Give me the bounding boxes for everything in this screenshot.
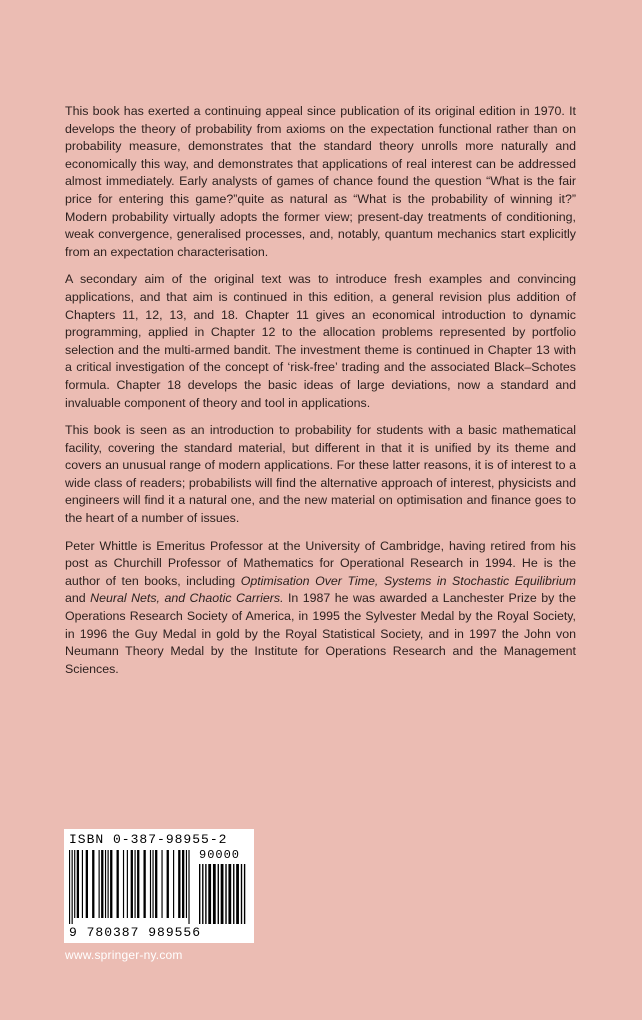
paragraph-intro: This book has exerted a continuing appeal since publication of its original edition in 1970. It develops the theory of probability from axioms on the expectation functional rather than on probability measure, demonstrates that the standard theory unrolls more naturally and economically this way, and demonstrates that applications of real interest can be addressed almost immediately. Early analysts of games of chance found the question “What is the fair price for entering this game?”quite as natural as “What is the probability of winning it?” Modern probability virtually adopts the former view; present-day treatments of conditioning, weak convergence, generalised processes, and, notably, quantum mechanics start explicitly from an expectation characterisation.: [65, 104, 576, 259]
barcode-bar: [228, 864, 231, 924]
barcode-bar: [241, 864, 242, 924]
barcode-bar: [221, 864, 224, 924]
barcode-bar: [74, 850, 75, 918]
barcode-bar: [236, 864, 239, 924]
barcode-bar: [137, 850, 139, 918]
barcode-bar: [167, 850, 169, 918]
book-title-1: Optimisation Over Time, Systems in Stochastic Equilibrium: [240, 573, 576, 588]
back-cover-text: [65, 103, 576, 688]
paragraph-audience: This book is seen as an introduction to probability for students with a basic mathematical facility, covering the standard material, but different in that it is unified by its theme and covers an unusual range of modern applications. For these latter reasons, it is of interest to a wide class of readers; probabilists will find the alternative approach of interest, physicists and engineers will find it a natural one, and the new material on optimisation and finance goes to the heart of a number of issues.: [65, 423, 576, 526]
isbn-number: ISBN 0-387-98955-2: [69, 832, 228, 847]
barcode-bar: [188, 850, 189, 924]
ean-barcode-bars: [69, 850, 191, 924]
barcode-bar: [173, 850, 174, 918]
barcode-bar: [208, 864, 211, 924]
barcode-bar: [92, 850, 94, 918]
bio-text-3: In 1987 he was awarded a Lanchester Prize by the Operations Research Society of America, in 1995 the Sylvester Medal by the Royal Society, in 1996 the Guy Medal in gold by the Royal Statistical Society, and in 1997 the John von Neumann Theory Medal by the Institute for Operations Research and the Management Sciences.: [65, 591, 576, 676]
barcode: [64, 829, 254, 943]
barcode-bar: [134, 850, 135, 918]
barcode-bar: [178, 850, 180, 918]
barcode-bar: [155, 850, 157, 918]
bio-text-1: Peter Whittle is Emeritus Professor at the University of Cambridge, having retired from his post as Churchill Professor of Mathematics for Operational Research in 1994. He is the author of ten books, including: [65, 538, 576, 588]
barcode-bar: [150, 850, 151, 918]
author-bio: [65, 538, 576, 679]
price-code: 90000: [199, 848, 241, 862]
barcode-bar: [99, 850, 100, 918]
bio-text-2: and: [65, 591, 91, 606]
barcode-bar: [233, 864, 234, 924]
barcode-bar: [186, 850, 187, 918]
barcode-bar: [202, 864, 203, 924]
barcode-bar: [105, 850, 106, 918]
barcode-bar: [77, 850, 79, 918]
barcode-bar: [213, 864, 216, 924]
barcode-bar: [161, 850, 162, 918]
barcode-bar: [127, 850, 128, 918]
barcode-bar: [123, 850, 124, 918]
barcode-bar: [182, 850, 184, 918]
barcode-bar: [244, 864, 245, 924]
barcode-bar: [218, 864, 219, 924]
barcode-bar: [205, 864, 206, 924]
barcode-bar: [199, 864, 200, 924]
barcode-bar: [69, 850, 70, 924]
barcode-bar: [101, 850, 103, 918]
publisher-website: www.springer-ny.com: [65, 948, 183, 962]
barcode-bar: [117, 850, 119, 918]
barcode-bar: [82, 850, 83, 918]
barcode-bar: [108, 850, 109, 918]
barcode-bar: [86, 850, 88, 918]
addon-barcode-bars: [199, 864, 247, 924]
book-title-2: Neural Nets, and Chaotic Carriers.: [90, 591, 284, 606]
paragraph-edition: A secondary aim of the original text was to introduce fresh examples and convincing applications, and that aim is continued in this edition, a general revision plus addition of Chapters 11, 12, 13, and 18. Chapter 11 gives an economical introduction to dynamic programming, applied in Chapter 12 to the allocation problems represented by portfolio selection and the multi-armed bandit. The investment theme is continued in Chapter 13 with a critical investigation of the concept of ‘risk-free’ trading and the associated Black–Schotes formula. Chapter 18 develops the basic ideas of large deviations, now a standard and invaluable component of theory and tool in applications.: [65, 272, 576, 410]
barcode-bar: [143, 850, 145, 918]
barcode-bar: [72, 850, 73, 924]
barcode-bar: [110, 850, 112, 918]
barcode-bar: [152, 850, 153, 918]
barcode-bar: [131, 850, 133, 918]
barcode-bar: [225, 864, 226, 924]
ean-number: 9 780387 989556: [69, 925, 202, 940]
